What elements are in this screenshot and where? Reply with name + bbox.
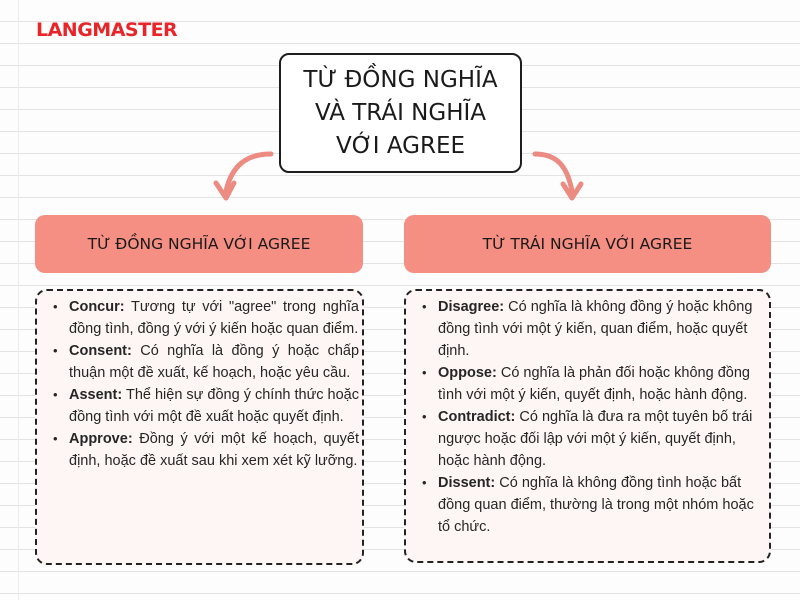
notebook-margin-line [18,0,19,600]
synonym-definition: Đồng ý với một kế hoạch, quyết định, hoặc đề xuất sau khi xem xét kỹ lưỡng. [69,431,360,469]
antonyms-heading: TỪ TRÁI NGHĨA VỚI AGREE [404,215,771,273]
antonym-item [420,406,760,472]
synonym-term: Assent: [69,387,123,403]
title-line-1: TỪ ĐỒNG NGHĨA [303,66,498,93]
left-curved-arrow-icon [205,145,285,207]
synonyms-heading: TỪ ĐỒNG NGHĨA VỚI AGREE [35,215,363,273]
synonym-term: Concur: [69,299,125,315]
antonyms-list-box [404,289,771,563]
synonym-definition: Tương tự với "agree" trong nghĩa đồng tình, đồng ý với ý kiến hoặc quan điểm. [69,299,359,337]
synonym-item [51,340,359,384]
antonym-definition: Có nghĩa là không đồng tình hoặc bất đồng quan điểm, thường là trong một nhóm hoặc tổ chức. [438,475,754,535]
antonym-item [420,472,760,538]
title-line-2: VÀ TRÁI NGHĨA [314,99,487,126]
antonym-item [420,362,760,406]
antonym-term: Oppose: [438,365,497,381]
right-curved-arrow-icon [523,145,603,207]
synonym-term: Consent: [69,343,132,359]
synonyms-list-box [35,289,364,565]
synonym-term: Approve: [69,431,133,447]
title-line-3: VỚI AGREE [335,132,466,159]
antonym-item [420,296,760,362]
synonym-item [51,296,359,340]
synonym-item [51,428,359,472]
antonym-term: Dissent: [438,475,496,491]
langmaster-logo: LANGMASTER [36,19,178,41]
antonym-definition: Có nghĩa là không đồng ý hoặc không đồng tình với một ý kiến, quan điểm, hoặc quyết định. [438,299,753,359]
title-box [279,53,522,173]
antonym-definition: Có nghĩa là phản đối hoặc không đồng tình với một ý kiến, quyết định, hoặc hành động. [438,365,750,403]
synonym-definition: Có nghĩa là đồng ý hoặc chấp thuận một đề xuất, kế hoạch, hoặc yêu cầu. [69,343,360,381]
synonym-item [51,384,359,428]
antonym-definition: Có nghĩa là đưa ra một tuyên bố trái ngược hoặc đối lập với một ý kiến, quyết định, hoặc hành động. [438,409,753,469]
synonym-definition: Thể hiện sự đồng ý chính thức hoặc đồng tình với một đề xuất hoặc quyết định. [69,387,359,425]
antonym-term: Disagree: [438,299,505,315]
antonym-term: Contradict: [438,409,516,425]
